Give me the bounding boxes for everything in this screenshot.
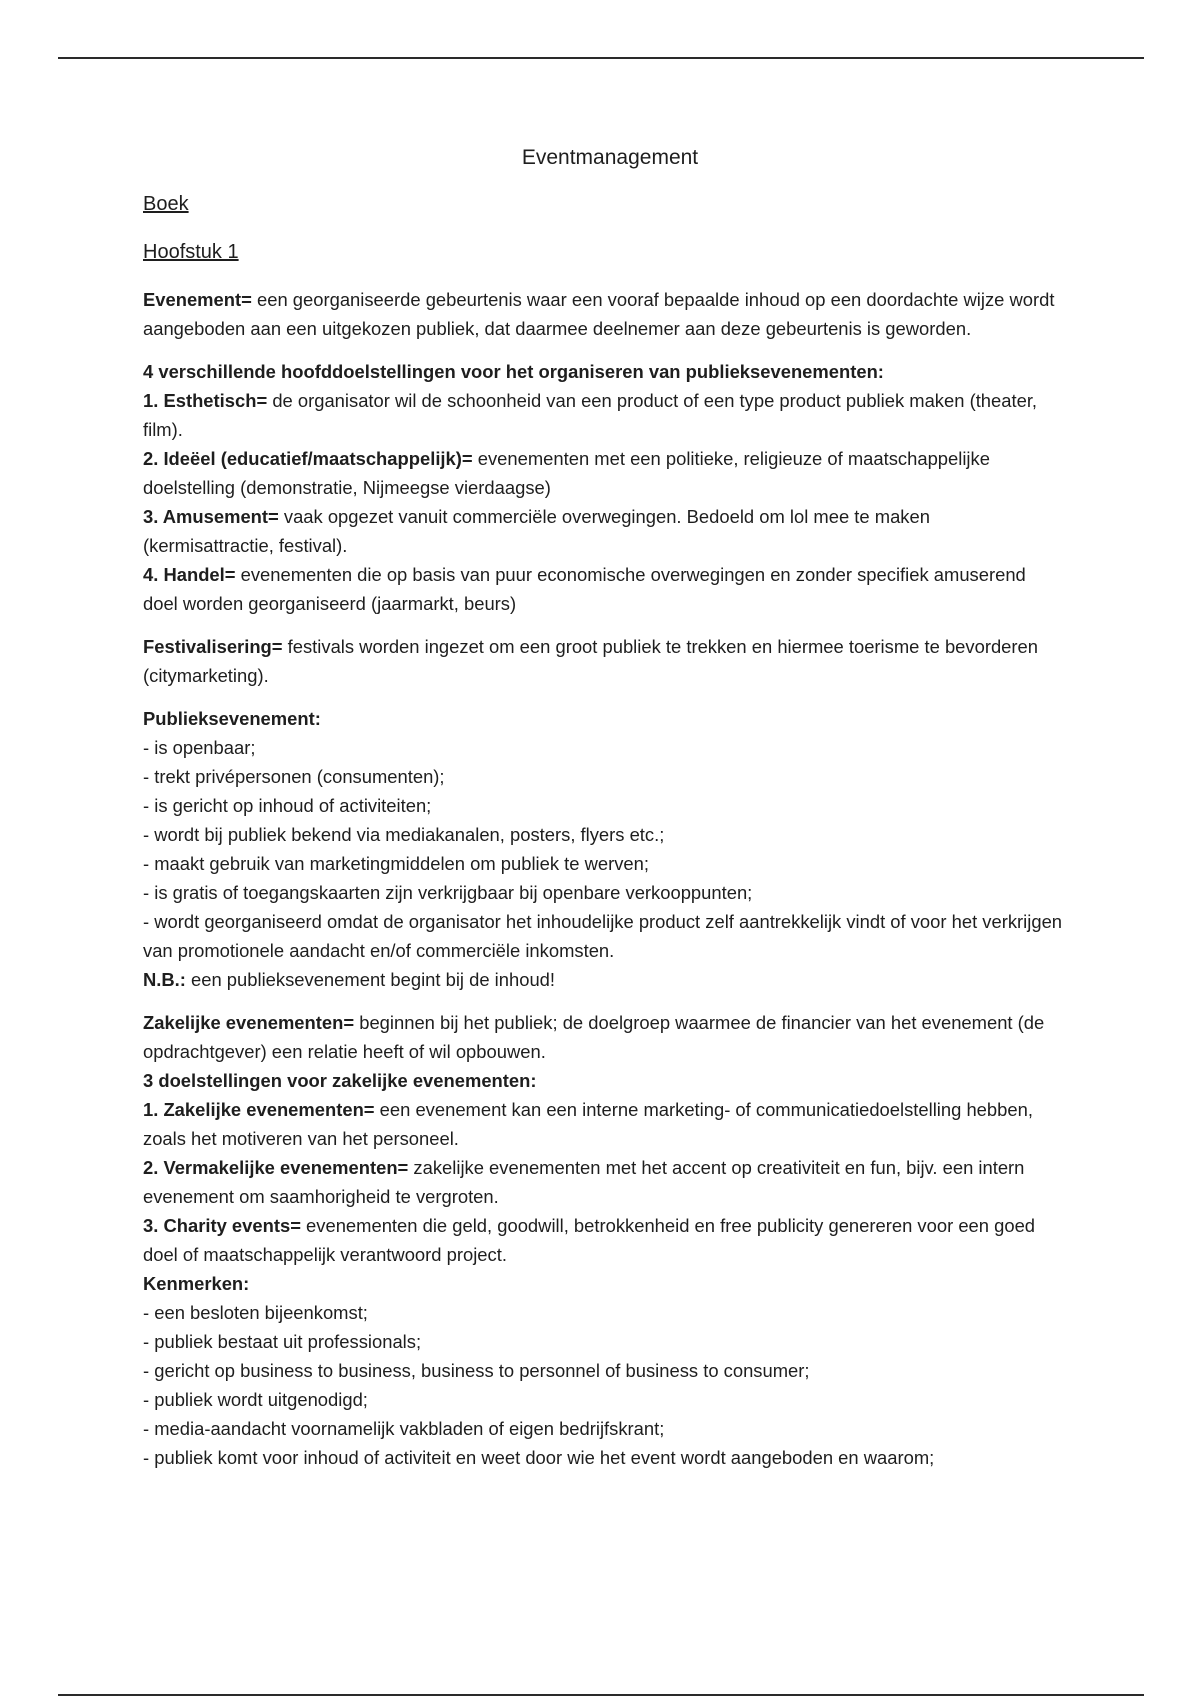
goals-heading: 4 verschillende hoofddoelstellingen voor het organiseren van publieksevenementen: <box>143 361 884 382</box>
zakelijk-goals-heading: 3 doelstellingen voor zakelijke evenementen: <box>143 1070 537 1091</box>
chapter-heading: Hoofstuk 1 <box>143 241 239 263</box>
goal-item: 1. Esthetisch= de organisator wil de schoonheid van een product of een type product publiek maken (theater, film). <box>143 390 1038 440</box>
list-item: - is gratis of toegangskaarten zijn verkrijgbaar bij openbare verkooppunten; <box>143 882 753 903</box>
publieksevenement-block <box>143 704 1063 994</box>
goal-item: 1. Zakelijke evenementen= een evenement kan een interne marketing- of communicatiedoelstelling hebben, zoals het motiveren van het personeel. <box>143 1099 1033 1149</box>
top-rule <box>58 57 1144 59</box>
list-item: - media-aandacht voornamelijk vakbladen of eigen bedrijfskrant; <box>143 1418 665 1439</box>
term-festivalisering: Festivalisering= <box>143 636 283 657</box>
definition-festivalisering: Festivalisering= festivals worden ingezet om een groot publiek te trekken en hiermee toerisme te bevorderen (citymarketing). <box>143 636 1038 686</box>
list-item: - is gericht op inhoud of activiteiten; <box>143 795 432 816</box>
term-evenement: Evenement= <box>143 289 252 310</box>
bottom-rule <box>58 1694 1144 1696</box>
list-item: - gericht op business to business, business to personnel of business to consumer; <box>143 1360 810 1381</box>
list-item: - is openbaar; <box>143 737 256 758</box>
document-body <box>143 143 1063 1486</box>
list-item: - wordt georganiseerd omdat de organisator het inhoudelijke product zelf aantrekkelijk vindt of voor het verkrijgen van promotionele aandacht en/of commerciële inkomsten. <box>143 911 1063 961</box>
list-item: - publiek komt voor inhoud of activiteit en weet door wie het event wordt aangeboden en waarom; <box>143 1447 935 1468</box>
definition-zakelijk: Zakelijke evenementen= beginnen bij het publiek; de doelgroep waarmee de financier van het evenement (de opdrachtgever) een relatie heeft of wil opbouwen. <box>143 1012 1045 1062</box>
list-item: - wordt bij publiek bekend via mediakanalen, posters, flyers etc.; <box>143 824 665 845</box>
list-item: - maakt gebruik van marketingmiddelen om publiek te werven; <box>143 853 649 874</box>
page-title: Eventmanagement <box>521 146 699 169</box>
definition-text: een georganiseerde gebeurtenis waar een vooraf bepaalde inhoud op een doordachte wijze wordt aangeboden aan een uitgekozen publiek, dat daarmee deelnemer aan deze gebeurtenis is geworden. <box>143 289 1055 339</box>
note: N.B.: een publieksevenement begint bij de inhoud! <box>143 969 556 990</box>
list-item: - publiek bestaat uit professionals; <box>143 1331 422 1352</box>
kenmerken-heading: Kenmerken: <box>143 1273 250 1294</box>
list-item: - een besloten bijeenkomst; <box>143 1302 368 1323</box>
definition-evenement <box>143 285 1063 343</box>
goal-item: 2. Vermakelijke evenementen= zakelijke evenementen met het accent op creativiteit en fun, bijv. een intern evenement om saamhorigheid te vergroten. <box>143 1157 1025 1207</box>
publieksevenement-heading: Publieksevenement: <box>143 708 321 729</box>
goal-item: 3. Amusement= vaak opgezet vanuit commerciële overwegingen. Bedoeld om lol mee te maken (kermisattractie, festival). <box>143 506 930 556</box>
zakelijk-block <box>143 1008 1063 1472</box>
goal-item: 4. Handel= evenementen die op basis van puur economische overwegingen en zonder specifiek amuserend doel worden georganiseerd (jaarmarkt, beurs) <box>143 564 1026 614</box>
list-item: - trekt privépersonen (consumenten); <box>143 766 445 787</box>
goal-item: 3. Charity events= evenementen die geld, goodwill, betrokkenheid en free publicity genereren voor een goed doel of maatschappelijk verantwoord project. <box>143 1215 1036 1265</box>
goal-item: 2. Ideëel (educatief/maatschappelijk)= evenementen met een politieke, religieuze of maatschappelijke doelstelling (demonstratie, Nijmeegse vierdaagse) <box>143 448 990 498</box>
goals-block <box>143 357 1063 618</box>
section-heading-boek: Boek <box>143 193 189 215</box>
list-item: - publiek wordt uitgenodigd; <box>143 1389 368 1410</box>
